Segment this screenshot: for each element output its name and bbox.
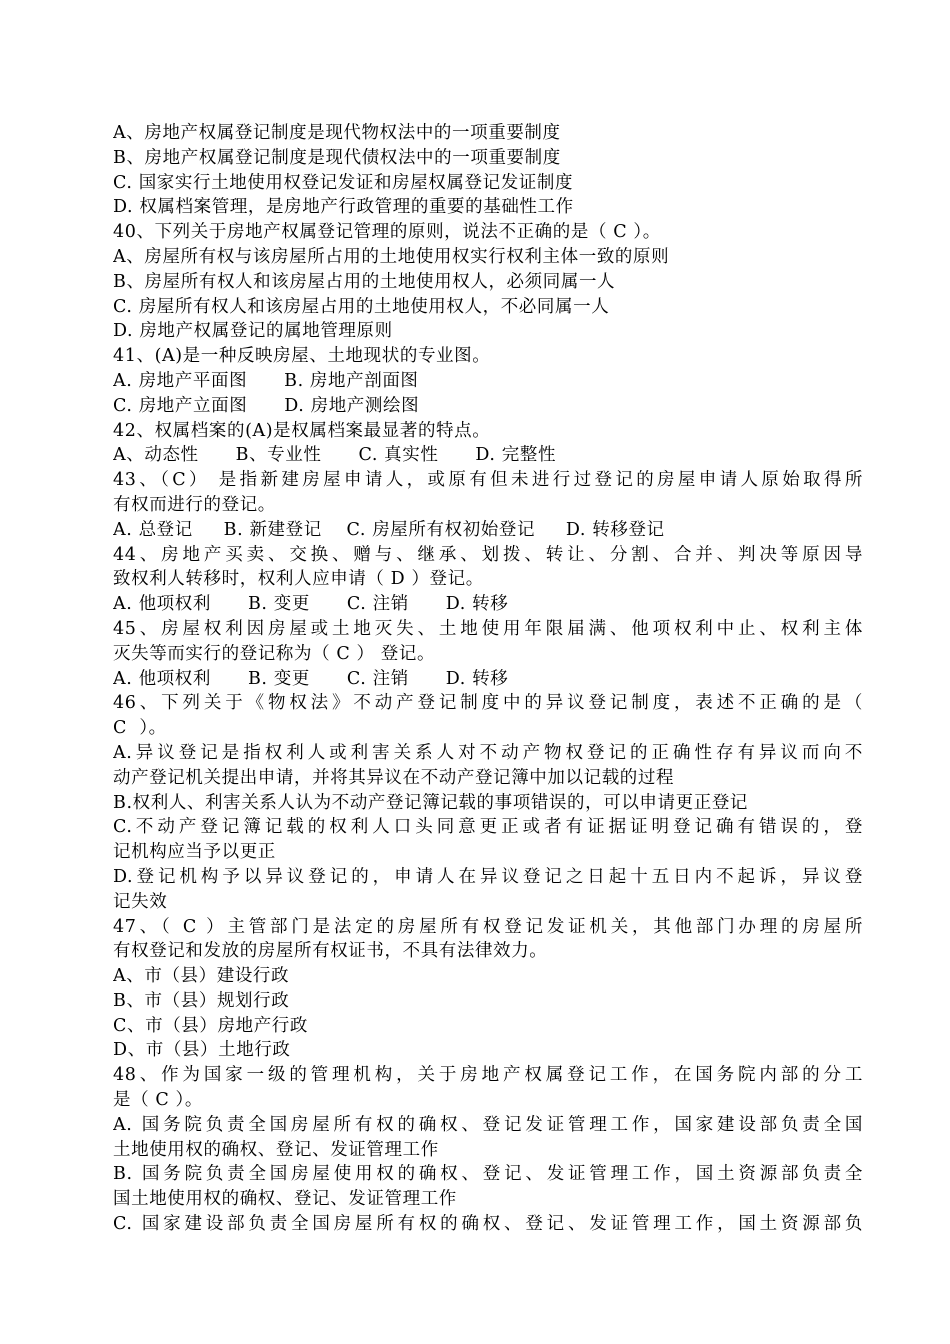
text-line: A.异议登记是指权利人或利害关系人对不动产物权登记的正确性存有异议而向不 [113, 742, 863, 763]
text-line: A. 他项权利 B. 变更 C. 注销 D. 转移 [113, 594, 509, 615]
text-line: A. 总登记 B. 新建登记 C. 房屋所有权初始登记 D. 转移登记 [113, 519, 665, 540]
text-line: D、市（县）土地行政 [113, 1040, 291, 1061]
text-line: D. 权属档案管理，是房地产行政管理的重要的基础性工作 [113, 197, 574, 218]
text-line: C ）。 [113, 718, 167, 739]
text-line: 41、(A)是一种反映房屋、土地现状的专业图。 [113, 346, 491, 367]
text-line: 44、房地产买卖、交换、赠与、继承、划拨、转让、分割、合并、判决等原因导 [113, 544, 863, 565]
text-line: 记失效 [113, 891, 168, 912]
text-line: 国土地使用权的确权、登记、发证管理工作 [113, 1189, 457, 1210]
text-line: 42、权属档案的(A)是权属档案最显著的特点。 [113, 420, 491, 441]
text-line: B.权利人、利害关系人认为不动产登记簿记载的事项错误的，可以申请更正登记 [113, 792, 749, 813]
text-line: C.不动产登记簿记载的权利人口头同意更正或者有证据证明登记确有错误的，登 [113, 817, 863, 838]
text-line: B、房地产权属登记制度是现代债权法中的一项重要制度 [113, 147, 561, 168]
text-line: C. 国家建设部负责全国房屋所有权的确权、登记、发证管理工作，国土资源部负 [113, 1214, 863, 1235]
text-line: C、市（县）房地产行政 [113, 1015, 308, 1036]
text-line: 灭失等而实行的登记称为（ C ） 登记。 [113, 643, 436, 664]
text-line: 记机构应当予以更正 [113, 842, 276, 863]
text-line: 有权登记和发放的房屋所有权证书，不具有法律效力。 [113, 941, 548, 962]
text-line: A. 国务院负责全国房屋所有权的确权、登记发证管理工作，国家建设部负责全国 [113, 1114, 863, 1135]
text-line: 是（ C ）。 [113, 1090, 203, 1111]
text-line: 46、下列关于《物权法》不动产登记制度中的异议登记制度，表述不正确的是（ [113, 693, 863, 714]
text-line: B、市（县）规划行政 [113, 990, 290, 1011]
text-line: A. 房地产平面图 B. 房地产剖面图 [113, 370, 419, 391]
text-line: B. 国务院负责全国房屋使用权的确权、登记、发证管理工作，国土资源部负责全 [113, 1164, 863, 1185]
text-line: D. 房地产权属登记的属地管理原则 [113, 321, 393, 342]
text-line: 致权利人转移时，权利人应申请（ D ）登记。 [113, 569, 484, 590]
text-line: 有权而进行的登记。 [113, 494, 276, 515]
text-line: C. 房地产立面图 D. 房地产测绘图 [113, 395, 420, 416]
text-line: A、房屋所有权与该房屋所占用的土地使用权实行权利主体一致的原则 [113, 246, 670, 267]
text-line: 43、（C） 是指新建房屋申请人，或原有但未进行过登记的房屋申请人原始取得所 [113, 470, 863, 491]
document-page [113, 121, 863, 1237]
text-line: 动产登记机关提出申请，并将其异议在不动产登记簿中加以记载的过程 [113, 767, 675, 788]
text-line: A、房地产权属登记制度是现代物权法中的一项重要制度 [113, 123, 561, 143]
text-line: 40、下列关于房地产权属登记管理的原则，说法不正确的是（ C ）。 [113, 222, 661, 243]
text-line: 48、作为国家一级的管理机构，关于房地产权属登记工作，在国务院内部的分工 [113, 1065, 863, 1086]
text-line: A、市（县）建设行政 [113, 966, 290, 987]
text-line: A. 他项权利 B. 变更 C. 注销 D. 转移 [113, 668, 509, 689]
text-line: C. 国家实行土地使用权登记发证和房屋权属登记发证制度 [113, 172, 574, 193]
text-line: A、动态性 B、专业性 C. 真实性 D. 完整性 [113, 445, 557, 466]
text-line: B、房屋所有权人和该房屋占用的土地使用权人，必须同属一人 [113, 271, 616, 292]
text-line: 47、（ C ）主管部门是法定的房屋所有权登记发证机关，其他部门办理的房屋所 [113, 916, 863, 937]
text-line: 土地使用权的确权、登记、发证管理工作 [113, 1139, 439, 1160]
text-line: D.登记机构予以异议登记的，申请人在异议登记之日起十五日内不起诉，异议登 [113, 866, 863, 887]
text-line: C. 房屋所有权人和该房屋占用的土地使用权人，不必同属一人 [113, 296, 610, 317]
text-line: 45、房屋权利因房屋或土地灭失、土地使用年限届满、他项权利中止、权利主体 [113, 618, 863, 639]
